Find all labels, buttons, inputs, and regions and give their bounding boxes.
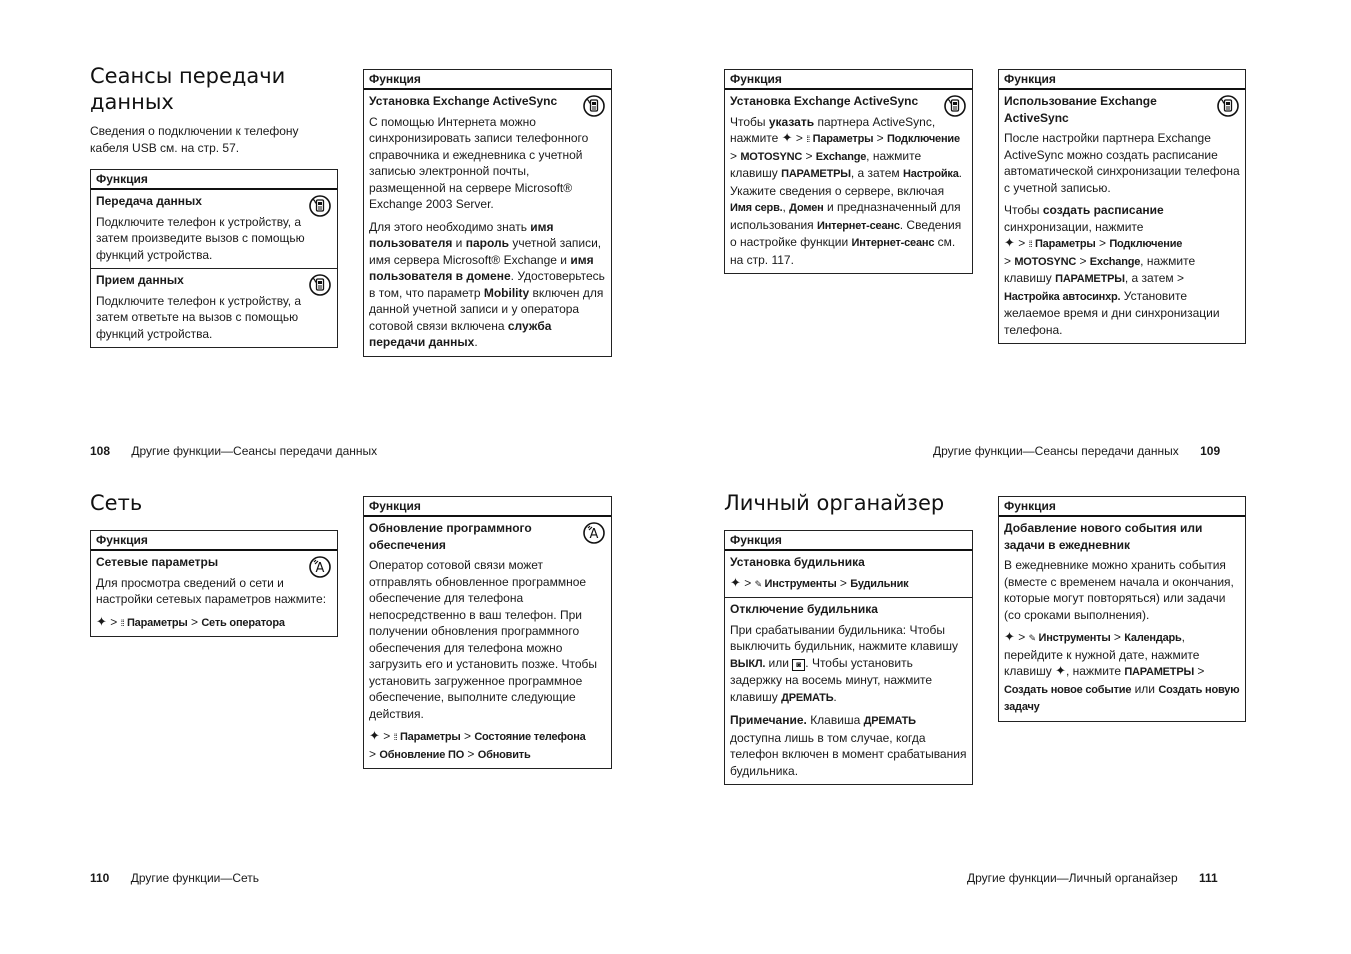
footer-text: Другие функции—Сеансы передачи данных	[933, 444, 1179, 458]
page-footer	[90, 444, 377, 458]
feature-name: Отключение будильника	[730, 602, 878, 616]
feature-name: Установка Exchange ActiveSync	[369, 94, 558, 108]
footer-text: Другие функции—Личный органайзер	[967, 871, 1178, 885]
feature-name: Использование Exchange ActiveSync	[1004, 94, 1157, 125]
tools-menu-icon: ✎	[1028, 633, 1036, 643]
feature-text: При срабатывании будильника: Чтобы выключить будильник, нажмите клавишу ВЫКЛ. или ◙ . Чтобы установить задержку на восемь минут, нажмите клавишу ДРЕМАТЬ.	[730, 622, 958, 704]
table-row	[91, 551, 337, 636]
table-row	[999, 90, 1245, 343]
intro-text: Сведения о подключении к телефону кабеля USB см. на стр. 57.	[90, 124, 299, 155]
table-row	[364, 90, 611, 356]
table-header: Функция	[91, 170, 337, 190]
page-footer	[90, 871, 259, 885]
menu-path: ✦ > ⁞⁞ Параметры > Состояние телефона > Обновление ПО > Обновить	[369, 728, 586, 761]
feature-name: Установка Exchange ActiveSync	[730, 94, 919, 108]
settings-menu-icon: ⁞⁞	[1028, 239, 1032, 249]
nav-key-icon: ✦	[781, 130, 793, 145]
feature-name: Установка будильника	[730, 555, 865, 569]
feature-text: После настройки партнера Exchange ActiveSync можно создать расписание автоматической синхронизации телефона с учетной записью.	[1004, 131, 1240, 195]
nav-key-icon: ✦	[369, 728, 380, 743]
table-row	[725, 90, 972, 273]
feature-table	[90, 530, 338, 637]
nav-key-icon: ✦	[1004, 629, 1015, 644]
table-row	[364, 517, 611, 768]
table-header: Функция	[725, 70, 972, 90]
settings-menu-icon: ⁞⁞	[806, 134, 810, 144]
table-row	[999, 517, 1245, 721]
table-row	[725, 597, 972, 784]
footer-text: Другие функции—Сеансы передачи данных	[131, 444, 378, 458]
menu-path: ✦ > ✎ Инструменты > Календарь, перейдите к нужной дате, нажмите клавишу ✦, нажмите ПАРАМЕТРЫ > Создать новое событие или Создать новую задачу	[1004, 629, 1240, 713]
table-header: Функция	[999, 497, 1245, 517]
feature-text: Чтобы указать партнера ActiveSync, нажмите ✦ > ⁞⁞ Параметры > Подключение > MOTOSYNC > Exchange, нажмите клавишу ПАРАМЕТРЫ, а затем Настройка. Укажите сведения о сервере, включая Имя серв., Домен и предназначенный для использования Интернет-сеанс. Сведения о настройке функции Интернет-сеанс см. на стр. 117.	[730, 114, 962, 267]
table-header: Функция	[364, 497, 611, 517]
settings-menu-icon: ⁞⁞	[393, 732, 397, 742]
phone-cable-icon	[944, 95, 966, 117]
footer-text: Другие функции—Сеть	[130, 871, 260, 885]
settings-menu-icon: ⁞⁞	[120, 617, 124, 628]
feature-table	[724, 69, 973, 274]
phone-cable-icon	[309, 274, 331, 296]
page-number: 108	[90, 444, 111, 458]
table-row	[91, 190, 337, 268]
feature-text-requirements: Для этого необходимо знать имя пользователя и пароль учетной записи, имя сервера Microsoft® Exchange и имя пользователя в домене. Удостоверьтесь в том, что параметр Mobility включен для данной учетной записи и у оператора сотовой связи включена служба передачи данных.	[369, 219, 605, 349]
note-text: Примечание. Клавиша ДРЕМАТЬ доступна лишь в том случае, когда телефон включен в момент срабатывания будильника.	[730, 713, 967, 778]
network-icon	[309, 556, 331, 578]
feature-text: Подключите телефон к устройству, а затем ответьте на вызов с помощью функций устройства.	[96, 293, 302, 341]
feature-text: С помощью Интернета можно синхронизировать записи телефонного справочника и ежедневника с учетной записью электронной почты, размещенной на сервере Microsoft® Exchange 2003 Server.	[369, 114, 589, 211]
feature-table	[998, 496, 1246, 722]
feature-name: Сетевые параметры	[96, 555, 219, 569]
feature-text-steps: Чтобы создать расписание синхронизации, нажмите ✦ > ⁞⁞ Параметры > Подключение > MOTOSYNC > Exchange, нажмите клавишу ПАРАМЕТРЫ, а затем > Настройка автосинхр. Установите желаемое время и дни синхронизации телефона.	[1004, 203, 1220, 337]
nav-key-icon: ✦	[730, 574, 741, 590]
page-title-organizer: Личный органайзер	[724, 491, 945, 515]
menu-path: ✦ > ✎ Инструменты > Будильник	[730, 575, 967, 593]
phone-cable-icon	[1217, 95, 1239, 117]
feature-name: Прием данных	[96, 273, 184, 287]
feature-table	[998, 69, 1246, 344]
table-header: Функция	[364, 70, 611, 90]
table-header: Функция	[725, 531, 972, 551]
feature-text: Оператор сотовой связи может отправлять обновленное программное обеспечение для телефона непосредственно в ваш телефон. При получении обновления программного обеспечения для телефона можно загрузить его и установить позже. Чтобы установить загруженное программное обеспечение, выполните следующие действия.	[369, 558, 598, 721]
nav-key-icon: ✦	[1004, 235, 1015, 250]
page-number: 111	[1198, 871, 1218, 885]
nav-key-icon: ✦	[96, 613, 107, 629]
feature-table	[363, 496, 612, 769]
feature-text: В ежедневнике можно хранить события (вместе с временем начала и окончания, которые могут повторяться) или задачи (со сроками выполнения).	[1004, 558, 1234, 622]
phone-cable-icon	[309, 195, 331, 217]
table-header: Функция	[999, 70, 1245, 90]
page-footer	[933, 444, 1220, 458]
tools-menu-icon: ✎	[754, 578, 762, 589]
feature-table	[363, 69, 612, 357]
feature-table	[724, 530, 973, 785]
feature-name: Добавление нового события или задачи в ежедневник	[1004, 521, 1203, 552]
feature-text: Подключите телефон к устройству, а затем произведите вызов с помощью функций устройства.	[96, 214, 305, 262]
menu-path: ✦ > ⁞⁞ Параметры > Сеть оператора	[96, 614, 332, 632]
table-row	[91, 268, 337, 347]
page-footer	[967, 871, 1218, 885]
table-header: Функция	[91, 531, 337, 551]
phone-cable-icon	[583, 95, 605, 117]
feature-name: Обновление программного обеспечения	[369, 521, 532, 552]
page-title-network: Сеть	[90, 491, 143, 515]
page-number: 109	[1200, 444, 1221, 458]
page-title-data-sessions: Сеансы передачи данных	[90, 64, 286, 114]
table-row	[725, 551, 972, 597]
feature-table	[90, 169, 338, 348]
feature-text: Для просмотра сведений о сети и настройки сетевых параметров нажмите:	[96, 575, 327, 606]
feature-name: Передача данных	[96, 194, 202, 208]
nav-key-icon: ✦	[1055, 663, 1067, 678]
camera-key-icon: ◙	[792, 659, 805, 671]
page-number: 110	[90, 871, 110, 885]
network-icon	[583, 522, 605, 544]
